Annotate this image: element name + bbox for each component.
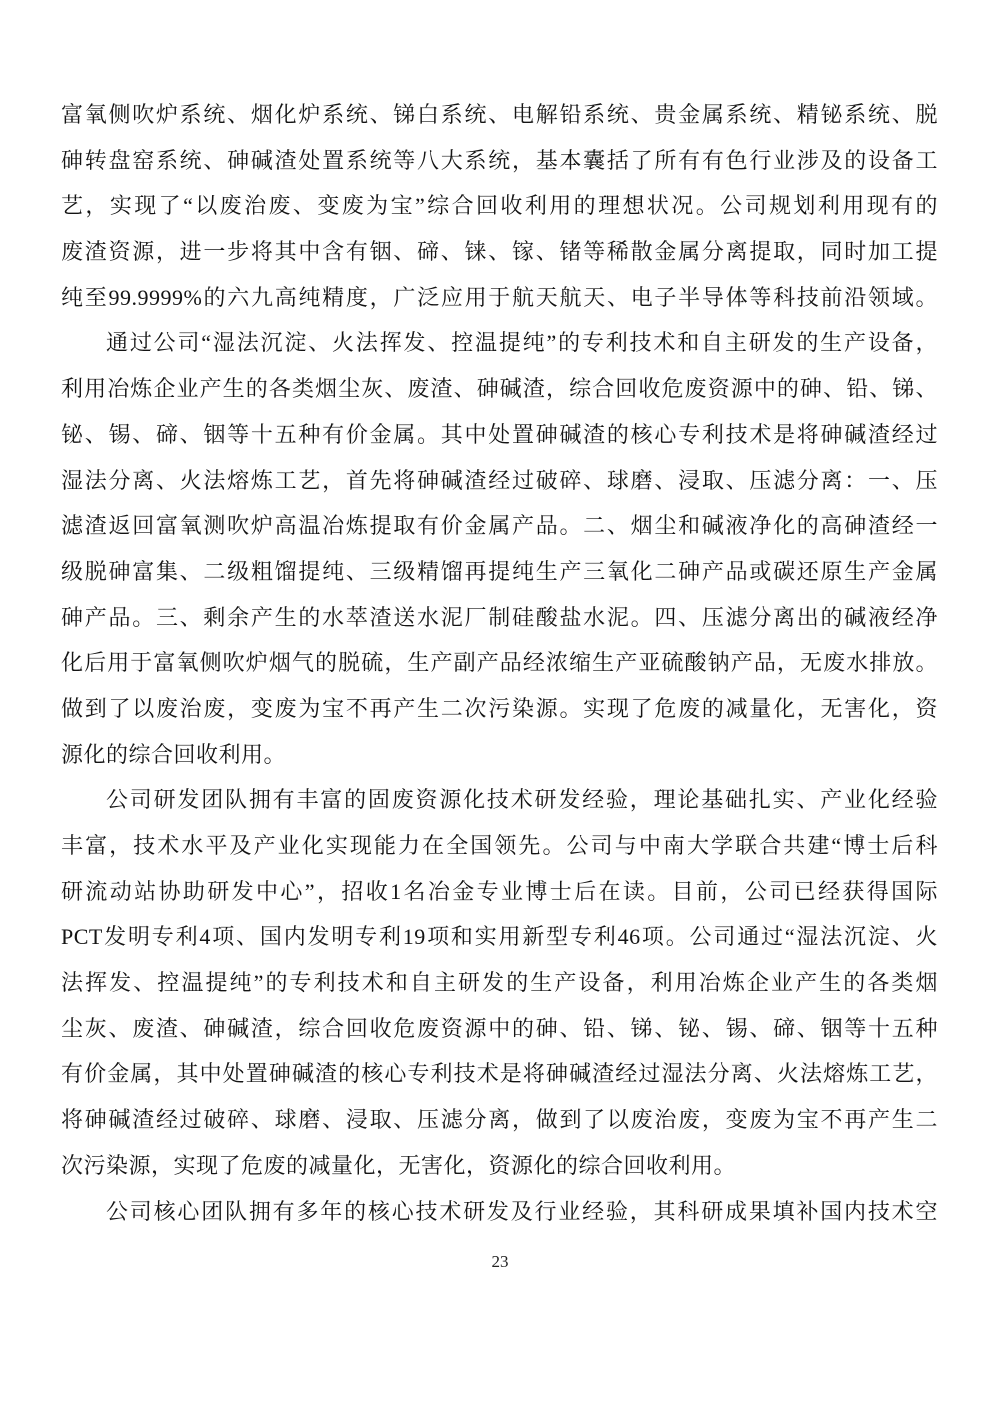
text-line: 废渣资源，进一步将其中含有铟、碲、铼、镓、锗等稀散金属分离提取，同时加工提 bbox=[61, 239, 938, 265]
text-line: 富氧侧吹炉系统、烟化炉系统、锑白系统、电解铅系统、贵金属系统、精铋系统、脱 bbox=[61, 102, 938, 127]
text-line: 艺，实现了“以废治废、变废为宝”综合回收利用的理想状况。公司规划利用现有的 bbox=[61, 193, 938, 219]
text-line: 公司研发团队拥有丰富的固废资源化技术研发经验，理论基础扎实、产业化经验 bbox=[106, 787, 938, 813]
text-line: PCT发明专利4项、国内发明专利19项和实用新型专利46项。公司通过“湿法沉淀、火 bbox=[61, 924, 938, 950]
text-line: 通过公司“湿法沉淀、火法挥发、控温提纯”的专利技术和自主研发的生产设备， bbox=[106, 330, 938, 356]
page-number: 23 bbox=[491, 1252, 509, 1271]
text-line: 化后用于富氧侧吹炉烟气的脱硫，生产副产品经浓缩生产亚硫酸钠产品，无废水排放。 bbox=[61, 650, 938, 676]
text-line: 砷转盘窑系统、砷碱渣处置系统等八大系统，基本囊括了所有有色行业涉及的设备工 bbox=[61, 147, 938, 173]
text-line: 做到了以废治废，变废为宝不再产生二次污染源。实现了危废的减量化，无害化，资 bbox=[61, 695, 938, 721]
text-line: 铋、锡、碲、铟等十五种有价金属。其中处置砷碱渣的核心专利技术是将砷碱渣经过 bbox=[61, 421, 938, 447]
text-line: 湿法分离、火法熔炼工艺，首先将砷碱渣经过破碎、球磨、浸取、压滤分离：一、压 bbox=[61, 467, 938, 493]
document-body bbox=[61, 92, 938, 1234]
text-line: 有价金属，其中处置砷碱渣的核心专利技术是将砷碱渣经过湿法分离、火法熔炼工艺， bbox=[61, 1061, 938, 1087]
text-line: 级脱砷富集、二级粗馏提纯、三级精馏再提纯生产三氧化二砷产品或碳还原生产金属 bbox=[61, 558, 938, 584]
text-line: 利用冶炼企业产生的各类烟尘灰、废渣、砷碱渣，综合回收危废资源中的砷、铅、锑、 bbox=[61, 376, 938, 402]
text-line: 法挥发、控温提纯”的专利技术和自主研发的生产设备，利用冶炼企业产生的各类烟 bbox=[61, 970, 938, 996]
text-line: 将砷碱渣经过破碎、球磨、浸取、压滤分离，做到了以废治废，变废为宝不再产生二 bbox=[61, 1107, 938, 1133]
text-line: 研流动站协助研发中心”，招收1名冶金专业博士后在读。目前，公司已经获得国际 bbox=[61, 878, 938, 904]
text-line: 次污染源，实现了危废的减量化，无害化，资源化的综合回收利用。 bbox=[61, 1152, 737, 1178]
text-line: 源化的综合回收利用。 bbox=[61, 741, 287, 767]
text-line: 丰富，技术水平及产业化实现能力在全国领先。公司与中南大学联合共建“博士后科 bbox=[61, 833, 938, 858]
text-line: 公司核心团队拥有多年的核心技术研发及行业经验，其科研成果填补国内技术空 bbox=[106, 1198, 938, 1224]
text-line: 纯至99.9999%的六九高纯精度，广泛应用于航天航天、电子半导体等科技前沿领域。 bbox=[61, 284, 938, 310]
text-line: 滤渣返回富氧测吹炉高温冶炼提取有价金属产品。二、烟尘和碱液净化的高砷渣经一 bbox=[61, 513, 938, 539]
text-line: 尘灰、废渣、砷碱渣，综合回收危废资源中的砷、铅、锑、铋、锡、碲、铟等十五种 bbox=[61, 1015, 938, 1041]
text-line: 砷产品。三、剩余产生的水萃渣送水泥厂制硅酸盐水泥。四、压滤分离出的碱液经净 bbox=[61, 604, 938, 630]
